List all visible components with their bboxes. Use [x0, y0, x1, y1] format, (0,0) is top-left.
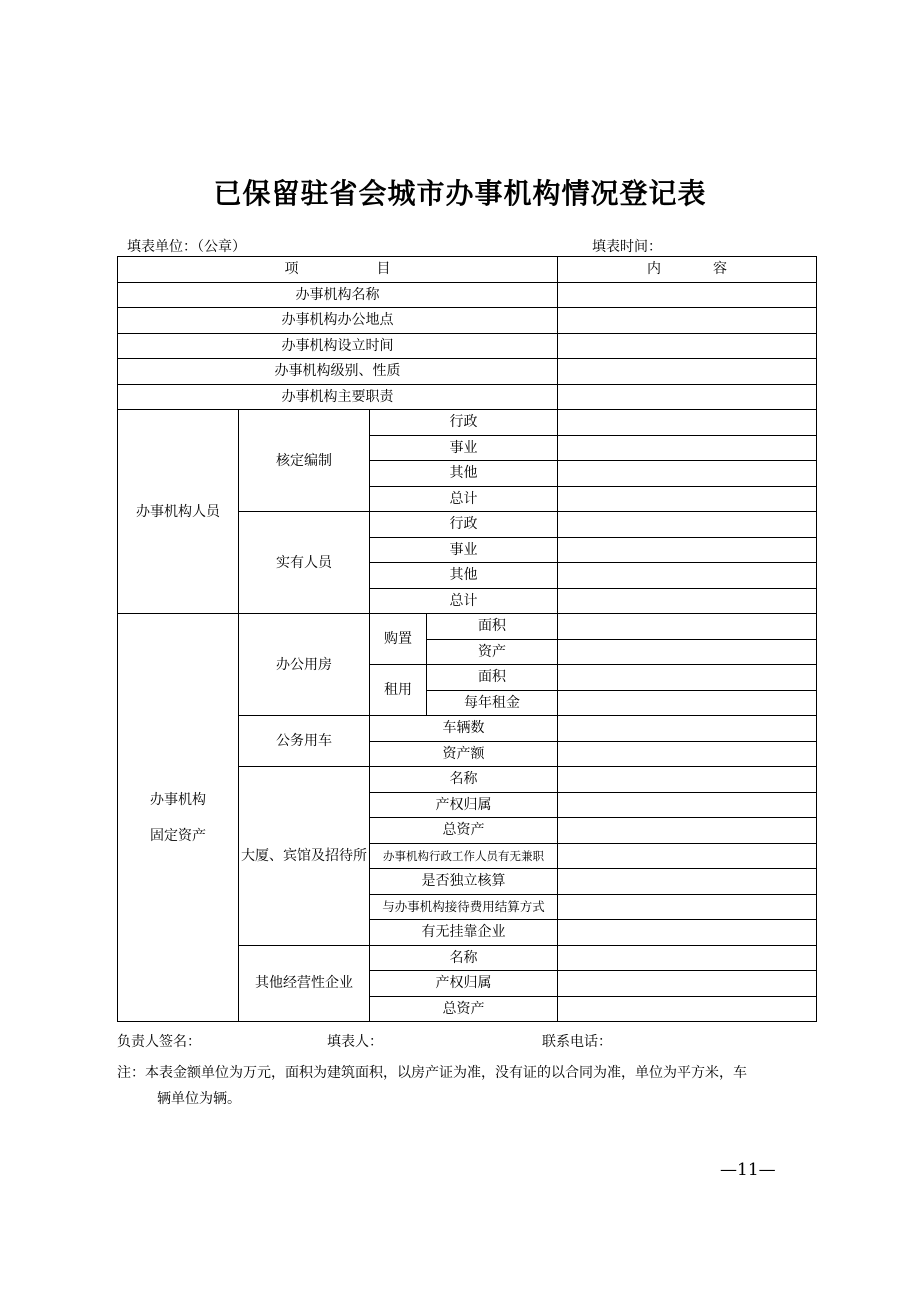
table-header-row: [118, 257, 817, 283]
filler-label: 填表人：: [327, 1034, 383, 1050]
content-cell[interactable]: [558, 665, 817, 691]
responsible-signature-label: 负责人签名：: [117, 1034, 201, 1050]
content-cell[interactable]: [558, 435, 817, 461]
row-label: 事业: [370, 537, 558, 563]
office-space-label: 办公用房: [239, 614, 370, 716]
row-label: 是否独立核算: [370, 869, 558, 895]
personnel-section-label: 办事机构人员: [118, 410, 239, 614]
row-label: 资产: [427, 639, 558, 665]
table-row: [118, 308, 817, 334]
content-cell[interactable]: [558, 894, 817, 920]
other-business-label: 其他经营性企业: [239, 945, 370, 1022]
fixed-assets-section-label: [118, 614, 239, 1022]
approved-staffing-label: 核定编制: [239, 410, 370, 512]
content-cell[interactable]: [558, 690, 817, 716]
row-label: 每年租金: [427, 690, 558, 716]
rent-label: 租用: [370, 665, 427, 716]
note-line-2: 辆单位为辆。: [157, 1091, 241, 1107]
table-row: [118, 359, 817, 385]
content-cell[interactable]: [558, 996, 817, 1022]
content-column-header: 内 容: [558, 257, 817, 283]
row-label: 名称: [370, 767, 558, 793]
row-label: 总资产: [370, 818, 558, 844]
row-label: 其他: [370, 461, 558, 487]
purchase-label: 购置: [370, 614, 427, 665]
content-cell[interactable]: [558, 308, 817, 334]
row-label: 面积: [427, 614, 558, 640]
form-title: 已保留驻省会城市办事机构情况登记表: [213, 177, 707, 210]
content-cell[interactable]: [558, 359, 817, 385]
row-label: 车辆数: [370, 716, 558, 742]
actual-staff-label: 实有人员: [239, 512, 370, 614]
row-label: 名称: [370, 945, 558, 971]
registration-table: [117, 256, 817, 1022]
content-cell[interactable]: [558, 282, 817, 308]
row-label: 办事机构行政工作人员有无兼职: [370, 843, 558, 869]
table-row: [118, 410, 817, 436]
table-row: [118, 333, 817, 359]
filling-unit-label: 填表单位：（公章）: [127, 239, 246, 255]
row-label: 事业: [370, 435, 558, 461]
note-line-1: 注：本表金额单位为万元，面积为建筑面积，以房产证为准，没有证的以合同为准，单位为平方米，车: [117, 1065, 747, 1081]
content-cell[interactable]: [558, 716, 817, 742]
page-number: —11—: [720, 1160, 776, 1180]
content-cell[interactable]: [558, 869, 817, 895]
table-row: [118, 282, 817, 308]
content-cell[interactable]: [558, 486, 817, 512]
table-note: [117, 1060, 822, 1112]
content-cell[interactable]: [558, 920, 817, 946]
row-label: 办事机构设立时间: [118, 333, 558, 359]
official-vehicles-label: 公务用车: [239, 716, 370, 767]
content-cell[interactable]: [558, 818, 817, 844]
row-label: 办事机构级别、性质: [118, 359, 558, 385]
row-label: 产权归属: [370, 792, 558, 818]
row-label: 行政: [370, 410, 558, 436]
row-label: 有无挂靠企业: [370, 920, 558, 946]
row-label: 总计: [370, 486, 558, 512]
phone-label: 联系电话：: [542, 1034, 612, 1050]
content-cell[interactable]: [558, 333, 817, 359]
row-label: 面积: [427, 665, 558, 691]
content-cell[interactable]: [558, 410, 817, 436]
content-cell[interactable]: [558, 843, 817, 869]
content-cell[interactable]: [558, 461, 817, 487]
content-cell[interactable]: [558, 512, 817, 538]
content-cell[interactable]: [558, 767, 817, 793]
row-label: 资产额: [370, 741, 558, 767]
content-cell[interactable]: [558, 614, 817, 640]
content-cell[interactable]: [558, 945, 817, 971]
row-label: 总资产: [370, 996, 558, 1022]
fixed-assets-label-line1: 办事机构: [150, 791, 206, 808]
content-cell[interactable]: [558, 792, 817, 818]
table-row: [118, 384, 817, 410]
content-cell[interactable]: [558, 384, 817, 410]
content-cell[interactable]: [558, 639, 817, 665]
row-label: 办事机构办公地点: [118, 308, 558, 334]
content-cell[interactable]: [558, 741, 817, 767]
item-column-header: 项 目: [118, 257, 558, 283]
row-label: 办事机构名称: [118, 282, 558, 308]
row-label: 行政: [370, 512, 558, 538]
row-label: 与办事机构接待费用结算方式: [370, 894, 558, 920]
row-label: 办事机构主要职责: [118, 384, 558, 410]
row-label: 总计: [370, 588, 558, 614]
content-cell[interactable]: [558, 588, 817, 614]
table-row: [118, 614, 817, 640]
content-cell[interactable]: [558, 971, 817, 997]
content-cell[interactable]: [558, 537, 817, 563]
content-cell[interactable]: [558, 563, 817, 589]
row-label: 产权归属: [370, 971, 558, 997]
row-label: 其他: [370, 563, 558, 589]
fixed-assets-label-line2: 固定资产: [150, 827, 206, 844]
building-hotel-label: 大厦、宾馆及招待所: [239, 767, 370, 946]
filling-time-label: 填表时间：: [592, 239, 662, 255]
